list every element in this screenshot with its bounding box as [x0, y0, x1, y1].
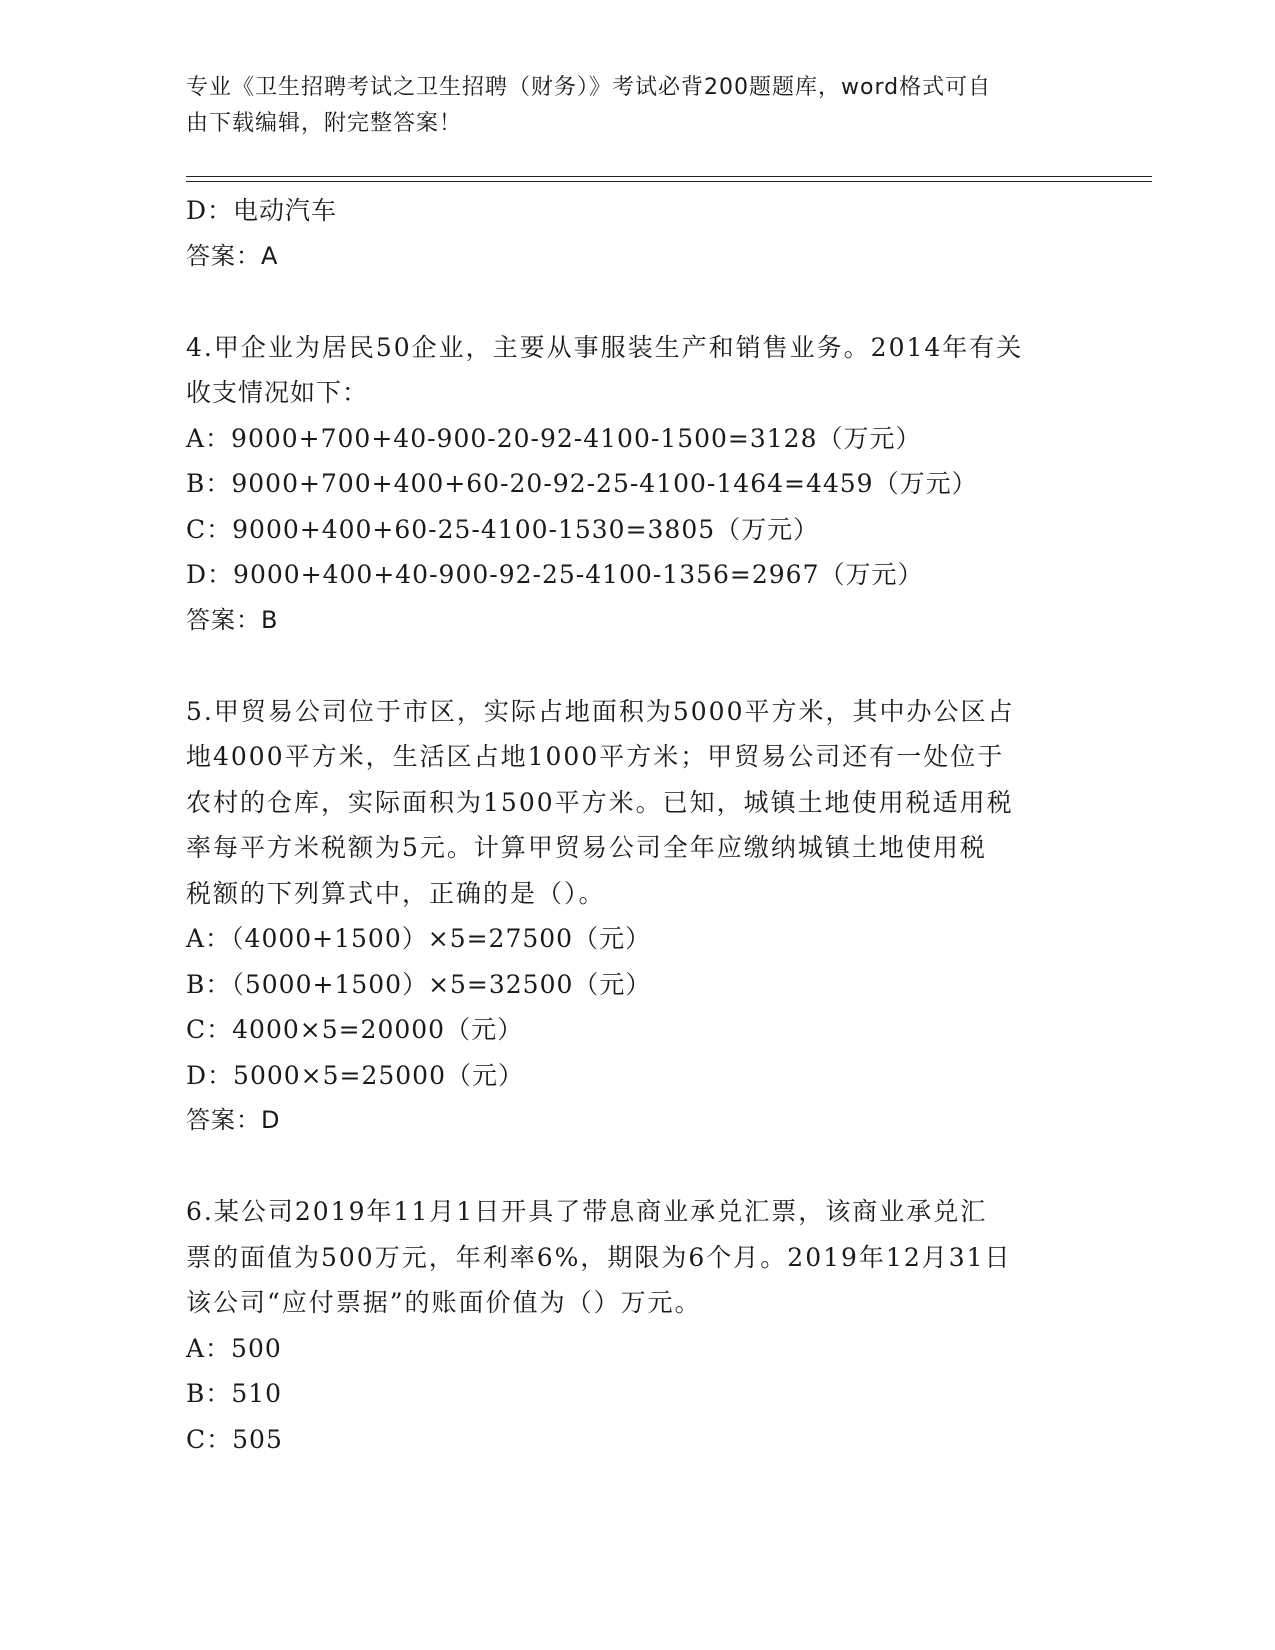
q5-stem-line-3: 农村的仓库，实际面积为1500平方米。已知，城镇土地使用税适用税 — [186, 787, 1014, 817]
q5-option-b: B：（5000+1500）×5=32500（元） — [186, 969, 652, 999]
q5-stem-line-2: 地4000平方米，生活区占地1000平方米；甲贸易公司还有一处位于 — [186, 742, 1005, 771]
q4-stem-line-1: 4.甲企业为居民50企业，主要从事服装生产和销售业务。2014年有关 — [186, 332, 1024, 362]
document-header — [186, 70, 1086, 142]
q6-option-a: A：500 — [186, 1333, 282, 1363]
q5-option-a: A：（4000+1500）×5=27500（元） — [186, 924, 652, 953]
q5-option-d: D：5000×5=25000（元） — [186, 1060, 524, 1090]
header-rule-bottom — [186, 181, 1152, 182]
q5-stem-line-1: 5.甲贸易公司位于市区，实际占地面积为5000平方米，其中办公区占 — [186, 696, 1015, 726]
header-line-1: 专业《卫生招聘考试之卫生招聘（财务）》考试必背200题题库，word格式可自 — [186, 75, 992, 100]
header-line-2: 由下载编辑，附完整答案！ — [186, 111, 463, 136]
q6-stem-line-2: 票的面值为500万元，年利率6%，期限为6个月。2019年12月31日 — [186, 1242, 1012, 1272]
q4-option-d: D：9000+400+40-900-92-25-4100-1356=2967（万元） — [186, 560, 924, 589]
q5-stem-line-5: 税额的下列算式中，正确的是（）。 — [186, 878, 606, 908]
q5-option-c: C：4000×5=20000（元） — [186, 1015, 524, 1044]
q5-answer: 答案：D — [186, 1106, 281, 1134]
spacer — [186, 643, 1086, 689]
q6-option-c: C：505 — [186, 1424, 283, 1454]
spacer — [186, 1144, 1086, 1190]
q3-option-d: D：电动汽车 — [186, 196, 338, 225]
q6-stem-line-3: 该公司“应付票据”的账面价值为（）万元。 — [186, 1288, 702, 1317]
q6-stem-line-1: 6.某公司2019年11月1日开具了带息商业承兑汇票，该商业承兑汇 — [186, 1197, 988, 1226]
q5-stem-line-4: 率每平方米税额为5元。计算甲贸易公司全年应缴纳城镇土地使用税 — [186, 833, 987, 862]
q6-option-b: B：510 — [186, 1379, 283, 1408]
header-rule-top — [186, 176, 1152, 177]
question-body — [186, 188, 1086, 1462]
q4-answer: 答案：B — [186, 605, 279, 634]
q4-option-b: B：9000+700+400+60-20-92-25-4100-1464=4459（万元） — [186, 469, 978, 498]
q4-stem-line-2: 收支情况如下： — [186, 378, 369, 407]
q4-option-c: C：9000+400+60-25-4100-1530=3805（万元） — [186, 514, 820, 544]
spacer — [186, 279, 1086, 325]
q3-answer: 答案：A — [186, 241, 279, 270]
q4-option-a: A：9000+700+40-900-20-92-4100-1500=3128（万元） — [186, 423, 922, 453]
